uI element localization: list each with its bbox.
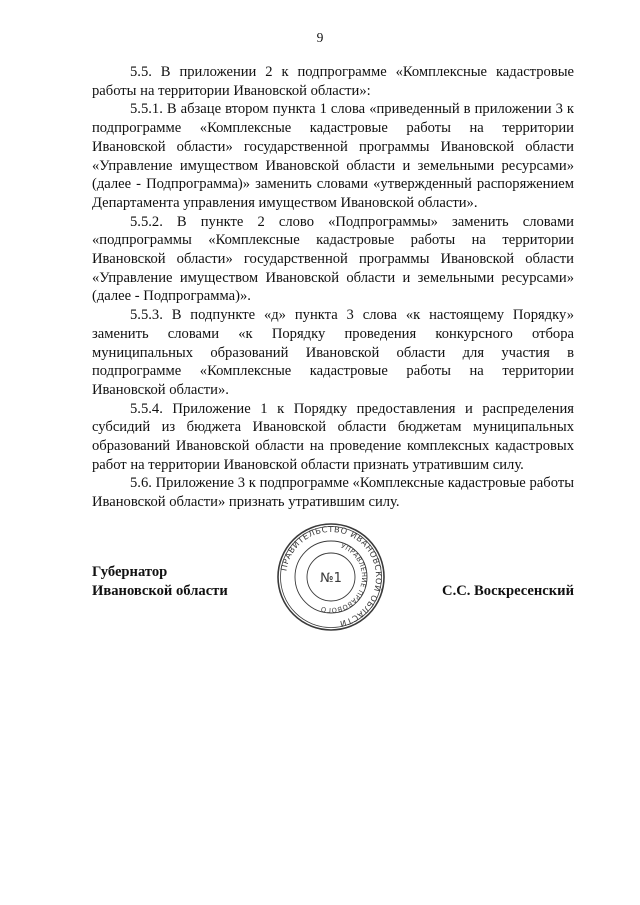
- document-body: [92, 63, 574, 512]
- signature-block: [92, 523, 574, 653]
- paragraph-5-5-3: 5.5.3. В подпункте «д» пункта 3 слова «к настоящему Порядку» заменить словами «к Порядку проведения конкурсного отбора муниципальных образований Ивановской области для участия в подпрограмме «Комплексные кадастровые работы на территории Ивановской области».: [92, 307, 574, 398]
- signatory-title: [92, 563, 228, 600]
- signatory-title-line1: Губернатор: [92, 564, 168, 580]
- paragraph-5-5: 5.5. В приложении 2 к подпрограмме «Комплексные кадастровые работы на территории Ивановской области»:: [92, 64, 574, 99]
- paragraph-5-5-4: 5.5.4. Приложение 1 к Порядку предоставления и распределения субсидий из бюджета Ивановской области бюджетам муниципальных образований Ивановской области на проведение комплексных кадастровых работ на территории Ивановской области признать утратившим силу.: [92, 400, 574, 473]
- signatory-title-line2: Ивановской области: [92, 582, 228, 599]
- signatory-name: С.С. Воскресенский: [442, 582, 574, 599]
- paragraph-5-6: 5.6. Приложение 3 к подпрограмме «Комплексные кадастровые работы Ивановской области» признать утратившим силу.: [92, 475, 574, 511]
- seal-inner-text: УПРАВЛЕНИЕ ПРАВОВОГО: [319, 541, 369, 615]
- page-number: 9: [316, 30, 324, 45]
- paragraph-5-5-1: 5.5.1. В абзаце втором пункта 1 слова «приведенный в приложении 3 к подпрограмме «Комплексные кадастровые работы на территории Ивановской области» государственной программы Ивановской области «Управление имуществом Ивановской области и земельными ресурсами» (далее - Подпрограмма)» заменить словами «утвержденный распоряжением Департамента управления имуществом Ивановской области».: [92, 101, 574, 211]
- seal-stamp-icon: [276, 522, 386, 632]
- seal-outer-text: ПРАВИТЕЛЬСТВО ИВАНОВСКОЙ ОБЛАСТИ: [278, 523, 385, 630]
- paragraph-5-5-2: 5.5.2. В пункте 2 слово «Подпрограммы» заменить словами «подпрограммы «Комплексные кадастровые работы на территории Ивановской области» государственной программы Ивановской области «Управление имуществом Ивановской области и земельными ресурсами» (далее - Подпрограмма)».: [92, 213, 574, 305]
- seal-number: №1: [320, 571, 342, 586]
- official-seal: [276, 522, 386, 632]
